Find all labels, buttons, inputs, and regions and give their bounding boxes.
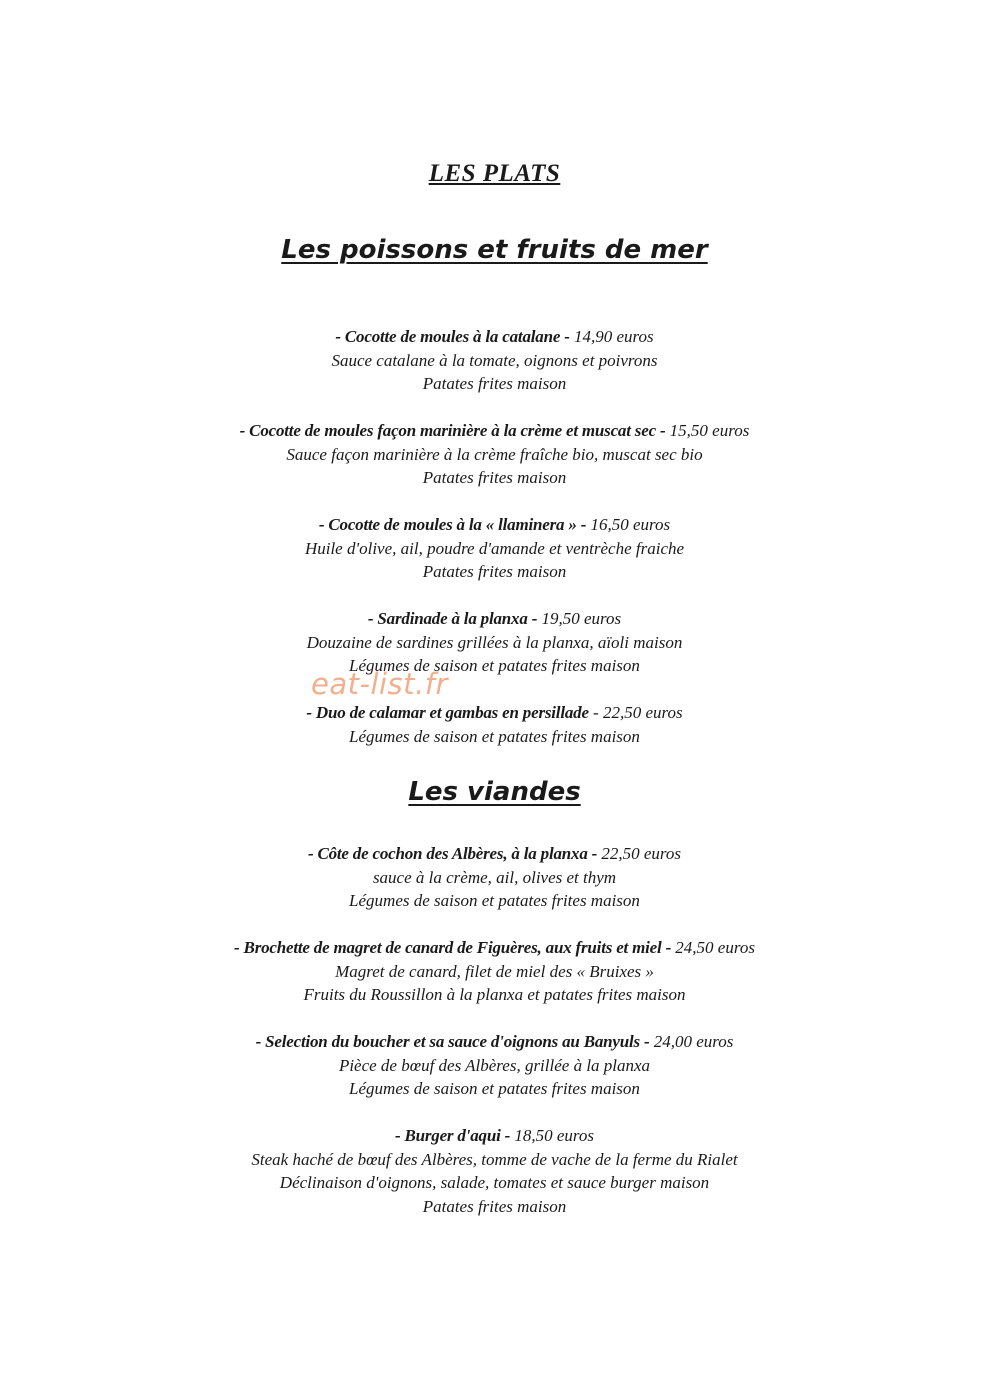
dish-description: Pièce de bœuf des Albères, grillée à la planxa <box>338 1055 651 1075</box>
dish-item <box>0 325 989 396</box>
dish-description: Patates frites maison <box>422 1196 567 1216</box>
meat-dish-list <box>0 842 989 1242</box>
dish-price: 14,90 euros <box>573 327 654 346</box>
watermark: eat-list.fr <box>311 667 448 701</box>
dish-price: 22,50 euros <box>601 844 682 863</box>
dish-price: 24,00 euros <box>653 1032 734 1051</box>
dish-description: Patates frites maison <box>422 468 567 487</box>
dish-item <box>0 1030 989 1101</box>
dish-description: Douzaine de sardines grillées à la planxa, aïoli maison <box>306 632 683 652</box>
dish-description: Légumes de saison et patates frites maison <box>349 656 640 675</box>
dish-description: sauce à la crème, ail, olives et thym <box>372 867 617 887</box>
dish-price: 18,50 euros <box>514 1126 595 1145</box>
dish-name: - Sardinade à la planxa - <box>367 609 538 628</box>
dish-description: Sauce façon marinière à la crème fraîche bio, muscat sec bio <box>286 444 703 464</box>
dish-description: Magret de canard, filet de miel des « Bruixes » <box>335 961 654 981</box>
dish-name: - Cocotte de moules à la « llaminera » - <box>318 515 587 534</box>
dish-item <box>0 419 989 490</box>
page-title: LES PLATS <box>428 160 561 187</box>
dish-price: 15,50 euros <box>669 421 750 440</box>
dish-description: Patates frites maison <box>422 374 567 393</box>
dish-item <box>0 936 989 1007</box>
fish-dish-list <box>0 325 989 772</box>
dish-price: 16,50 euros <box>590 515 671 534</box>
dish-name: - Selection du boucher et sa sauce d'oignons au Banyuls - <box>255 1032 650 1051</box>
dish-description: Fruits du Roussillon à la planxa et patates frites maison <box>303 985 686 1004</box>
dish-description: Légumes de saison et patates frites maison <box>349 891 640 910</box>
dish-description: Légumes de saison et patates frites maison <box>349 1079 640 1098</box>
dish-item <box>0 1124 989 1218</box>
section-title-fish: Les poissons et fruits de mer <box>281 235 708 265</box>
dish-price: 24,50 euros <box>675 938 755 957</box>
dish-description: Huile d'olive, ail, poudre d'amande et ventrèche fraiche <box>304 538 685 558</box>
dish-name: - Burger d'aqui - <box>394 1126 511 1145</box>
dish-price: - 22,50 euros <box>593 703 683 722</box>
dish-name: - Cocotte de moules façon marinière à la crème et muscat sec - <box>239 421 666 440</box>
section-title-meat: Les viandes <box>408 777 581 807</box>
dish-name: - Duo de calamar et gambas en persillade <box>306 703 589 722</box>
dish-item <box>0 842 989 913</box>
dish-description: Légumes de saison et patates frites maison <box>349 726 640 746</box>
dish-description: Steak haché de bœuf des Albères, tomme de vache de la ferme du Rialet <box>251 1149 738 1169</box>
dish-item <box>0 607 989 678</box>
dish-name: - Côte de cochon des Albères, à la planxa - <box>307 844 598 863</box>
dish-description: Patates frites maison <box>422 562 567 581</box>
dish-item <box>0 701 989 748</box>
dish-description: Déclinaison d'oignons, salade, tomates et sauce burger maison <box>279 1173 710 1192</box>
dish-price: 19,50 euros <box>541 609 622 628</box>
dish-name: - Cocotte de moules à la catalane - <box>335 327 570 346</box>
dish-name: - Brochette de magret de canard de Figuères, aux fruits et miel - <box>234 938 672 957</box>
dish-item <box>0 513 989 584</box>
dish-description: Sauce catalane à la tomate, oignons et poivrons <box>331 350 658 370</box>
